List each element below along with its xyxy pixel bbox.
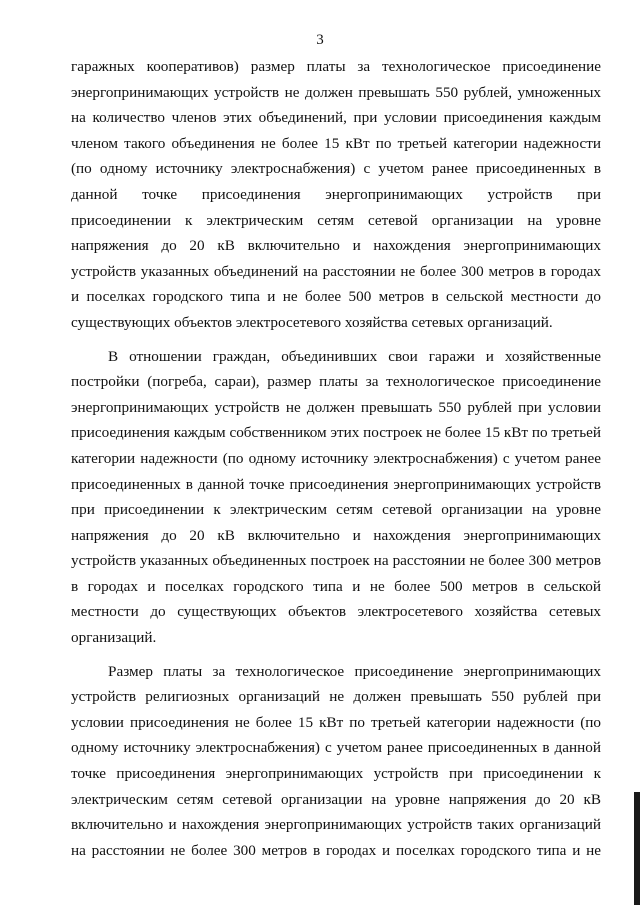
text-line: (по одному источнику электроснабжения) с учетом ранее присоединенных в (71, 160, 601, 178)
scan-edge-shadow (634, 792, 640, 905)
text-line: Размер платы за технологическое присоединение энергопринимающих (108, 662, 601, 680)
text-line: включительно и нахождения энергопринимающих устройств таких организаций (71, 816, 601, 834)
text-line: условии присоединения не более 15 кВт по третьей категории надежности (по (71, 713, 601, 731)
text-line: данной точке присоединения энергопринимающих устройств при (71, 185, 601, 203)
text-line: гаражных кооперативов) размер платы за технологическое присоединение (71, 58, 601, 75)
text-line: электрическим сетям сетевой организации на уровне напряжения до 20 кВ (71, 790, 601, 808)
document-body (71, 54, 601, 863)
text-line: в городах и поселках городского типа и не более 500 метров в сельской (71, 577, 601, 595)
text-line: В отношении граждан, объединивших свои гаражи и хозяйственные (108, 347, 601, 365)
text-line: организаций. (71, 629, 157, 647)
text-line: напряжения до 20 кВ включительно и нахождения энергопринимающих (71, 237, 601, 255)
text-line: местности до существующих объектов электросетевого хозяйства сетевых (71, 603, 601, 621)
paragraph-1 (71, 54, 601, 336)
text-line: и поселках городского типа и не более 500 метров в сельской местности до (71, 288, 601, 306)
text-line: одному источнику электроснабжения) с учетом ранее присоединенных в данной (71, 739, 601, 757)
page-number: 3 (316, 32, 324, 48)
text-line: энергопринимающих устройств не должен превышать 550 рублей при условии (71, 398, 601, 416)
text-line: существующих объектов электросетевого хозяйства сетевых организаций. (71, 313, 553, 331)
paragraph-3 (71, 659, 601, 864)
paragraph-2 (71, 344, 601, 651)
text-line: на количество членов этих объединений, при условии присоединения каждым (71, 109, 601, 127)
text-line: присоединения каждым собственником этих построек не более 15 кВт по третьей (71, 424, 601, 442)
text-line: устройств религиозных организаций не должен превышать 550 рублей при (71, 688, 601, 706)
text-line: устройств указанных объединений на расстоянии не более 300 метров в городах (71, 262, 601, 280)
text-line: на расстоянии не более 300 метров в городах и поселках городского типа и не (71, 841, 601, 859)
text-line: постройки (погреба, сараи), размер платы за технологическое присоединение (71, 373, 601, 391)
text-line: членом такого объединения не более 15 кВт по третьей категории надежности (71, 134, 601, 152)
text-line: напряжения до 20 кВ включительно и нахождения энергопринимающих (71, 526, 601, 544)
text-line: присоединенных в данной точке присоединения энергопринимающих устройств (71, 475, 601, 493)
text-line: точке присоединения энергопринимающих устройств при присоединении к (71, 765, 601, 783)
text-line: при присоединении к электрическим сетям сетевой организации на уровне (71, 501, 601, 519)
text-line: категории надежности (по одному источнику электроснабжения) с учетом ранее (71, 449, 601, 467)
text-line: устройств указанных объединенных построек на расстоянии не более 300 метров (71, 552, 601, 570)
text-line: присоединении к электрическим сетям сетевой организации на уровне (71, 211, 601, 229)
text-line: энергопринимающих устройств не должен превышать 550 рублей, умноженных (71, 83, 601, 101)
